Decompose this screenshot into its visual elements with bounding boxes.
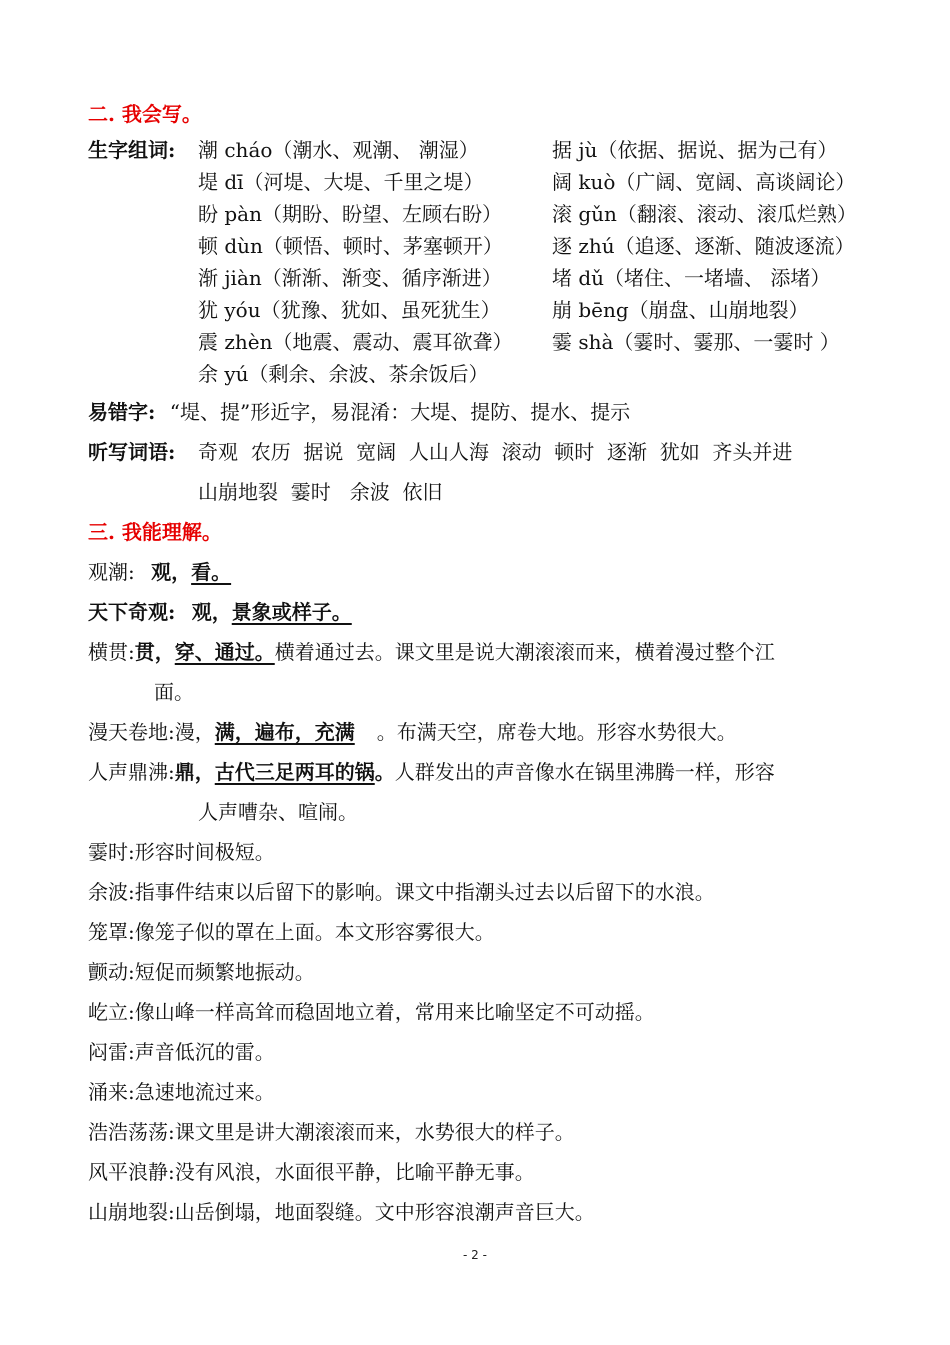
explanation: 声音低沉的雷。: [134, 1040, 275, 1064]
term: 人声鼎沸:: [88, 760, 175, 784]
explanation: 像山峰一样高耸而稳固地立着，常用来比喻坚定不可动摇。: [134, 1000, 655, 1024]
word-group-item: 堵 dǔ（堵住、一堵墙、 添堵）: [552, 266, 831, 290]
term: 闷雷:: [88, 1040, 135, 1064]
definition-row: [88, 1078, 275, 1106]
word-group-item: 滚 gǔn（翻滚、滚动、滚瓜烂熟）: [552, 202, 857, 226]
word-group-item: 盼 pàn（期盼、盼望、左顾右盼）: [198, 202, 502, 226]
word-group-item: 震 zhèn（地震、震动、震耳欲聋）: [198, 330, 513, 354]
definition-row: [88, 1038, 275, 1066]
explanation: 指事件结束以后留下的影响。课文中指潮头过去以后留下的水浪。: [134, 880, 715, 904]
underlined-meaning: 古代三足两耳的锅: [214, 760, 375, 784]
def-mantian: [88, 718, 737, 746]
word-group-item: 崩 bēng（崩盘、山崩地裂）: [552, 298, 809, 322]
word-group-item: 堤 dī（河堤、大堤、千里之堤）: [198, 170, 484, 194]
bold-char: 观，: [191, 600, 232, 624]
word-group-item: 犹 yóu（犹豫、犹如、虽死犹生）: [198, 298, 501, 322]
bold-char: 鼎，: [174, 760, 215, 784]
def-henguan-cont: 面。: [154, 680, 194, 704]
term: 颤动:: [88, 960, 135, 984]
explanation: 山岳倒塌，地面裂缝。文中形容浪潮声音巨大。: [174, 1200, 595, 1224]
term: 风平浪静:: [88, 1160, 175, 1184]
explanation: 没有风浪，水面很平静，比喻平静无事。: [174, 1160, 535, 1184]
def-guanchao: [88, 558, 259, 586]
bold-char: 贯，: [134, 640, 175, 664]
term: 屹立:: [88, 1000, 135, 1024]
tingxie-line-1: 奇观 农历 据说 宽阔 人山人海 滚动 顿时 逐渐 犹如 齐头并进: [198, 440, 793, 464]
underlined-meaning: 景象或样子。: [231, 600, 352, 624]
word-group-item: 据 jù（依据、据说、据为己有）: [552, 138, 838, 162]
explanation: 像笼子似的罩在上面。本文形容雾很大。: [134, 920, 495, 944]
explanation: 横着通过去。课文里是说大潮滚滚而来，横着漫过整个江: [274, 640, 775, 664]
yicuo-text: “堤、提”形近字，易混淆：大堤、提防、提水、提示: [169, 400, 631, 424]
def-henguan: [88, 638, 775, 666]
bold-char: 观，: [151, 560, 192, 584]
explanation: 形容时间极短。: [134, 840, 275, 864]
explanation: 短促而频繁地振动。: [134, 960, 315, 984]
word-group-item: 潮 cháo（潮水、观潮、 潮湿）: [198, 138, 479, 162]
word-group-item: 顿 dùn（顿悟、顿时、茅塞顿开）: [198, 234, 503, 258]
term: 涌来:: [88, 1080, 135, 1104]
bold-period: 。: [374, 760, 395, 784]
term: 浩浩荡荡:: [88, 1120, 175, 1144]
def-tianxia: [88, 598, 352, 626]
def-rensheng-cont: 人声嘈杂、喧闹。: [198, 800, 358, 824]
word-group-item: 霎 shà（霎时、霎那、一霎时 ）: [552, 330, 840, 354]
yicuo-row: [88, 398, 630, 426]
def-rensheng: [88, 758, 775, 786]
definition-row: [88, 1158, 535, 1186]
shengzi-label: 生字组词:: [88, 138, 176, 162]
word-group-item: 余 yú（剩余、余波、茶余饭后）: [198, 362, 489, 386]
word-group-item: 逐 zhú（追逐、逐渐、随波逐流）: [552, 234, 855, 258]
term: 横贯:: [88, 640, 135, 664]
explanation: 课文里是讲大潮滚滚而来，水势很大的样子。: [174, 1120, 575, 1144]
definition-row: [88, 1118, 575, 1146]
definition-row: [88, 918, 495, 946]
definition-row: [88, 878, 715, 906]
page-number: - 2 -: [463, 1248, 487, 1262]
tingxie-line-2: 山崩地裂 霎时 余波 依旧: [198, 480, 443, 504]
term: 余波:: [88, 880, 135, 904]
plain-char: 漫，: [174, 720, 215, 744]
word-group-item: 渐 jiàn（渐渐、渐变、循序渐进）: [198, 266, 502, 290]
section-title-write: 二. 我会写。: [88, 102, 202, 126]
yicuo-label: 易错字:: [88, 400, 156, 424]
explanation: 人群发出的声音像水在锅里沸腾一样，形容: [394, 760, 775, 784]
term: 笼罩:: [88, 920, 135, 944]
term: 天下奇观:: [88, 600, 176, 624]
term: 霎时:: [88, 840, 135, 864]
term: 漫天卷地:: [88, 720, 175, 744]
underlined-meaning: 看。: [191, 560, 232, 584]
tingxie-label: 听写词语:: [88, 440, 176, 464]
definition-row: [88, 838, 275, 866]
term: 观潮:: [88, 560, 135, 584]
definition-row: [88, 1198, 595, 1226]
word-group-item: 阔 kuò（广阔、宽阔、高谈阔论）: [552, 170, 856, 194]
explanation: 。布满天空，席卷大地。形容水势很大。: [376, 720, 737, 744]
definition-row: [88, 998, 655, 1026]
definition-row: [88, 958, 315, 986]
explanation: 急速地流过来。: [134, 1080, 275, 1104]
section-title-understand: 三. 我能理解。: [88, 520, 222, 544]
underlined-meaning: 满，遍布，充满: [214, 720, 355, 744]
term: 山崩地裂:: [88, 1200, 175, 1224]
underlined-meaning: 穿、通过。: [174, 640, 275, 664]
